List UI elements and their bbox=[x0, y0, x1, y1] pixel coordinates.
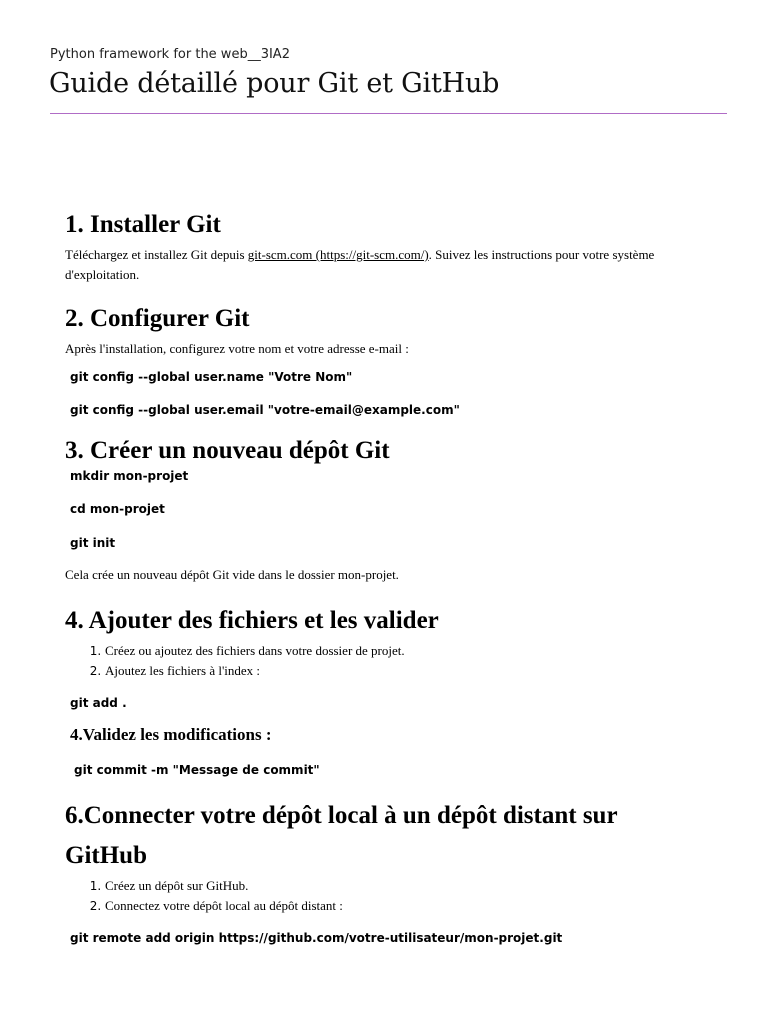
code-mkdir: mkdir mon-projet bbox=[70, 469, 189, 483]
section-heading-install: 1. Installer Git bbox=[65, 211, 221, 238]
section-heading-add-files: 4. Ajouter des fichiers et les valider bbox=[65, 607, 439, 634]
list-item: 1. Créez un dépôt sur GitHub. bbox=[105, 876, 705, 896]
create-repo-note: Cela crée un nouveau dépôt Git vide dans le dossier mon-projet. bbox=[65, 567, 399, 582]
code-git-remote-add: git remote add origin https://github.com/votre-utilisateur/mon-projet.git bbox=[70, 931, 563, 945]
install-paragraph bbox=[65, 245, 705, 285]
title-divider bbox=[50, 113, 727, 114]
document-title: Guide détaillé pour Git et GitHub bbox=[49, 68, 500, 99]
section-heading-configure: 2. Configurer Git bbox=[65, 305, 250, 332]
document-subtitle: Python framework for the web__3IA2 bbox=[50, 47, 290, 62]
code-config-name: git config --global user.name "Votre Nom" bbox=[70, 370, 353, 384]
code-git-add: git add . bbox=[70, 696, 127, 710]
code-config-email: git config --global user.email "votre-email@example.com" bbox=[70, 403, 460, 417]
install-text-after: . Suivez les instructions pour votre système d'exploitation. bbox=[65, 247, 655, 282]
add-files-steps bbox=[65, 641, 705, 681]
subheading-commit: 4.Validez les modifications : bbox=[70, 725, 272, 744]
list-item: 2. Ajoutez les fichiers à l'index : bbox=[105, 661, 705, 681]
git-scm-link[interactable]: git-scm.com (https://git-scm.com/) bbox=[247, 247, 429, 262]
connect-remote-steps bbox=[65, 876, 705, 916]
list-item: 2. Connectez votre dépôt local au dépôt distant : bbox=[105, 896, 705, 916]
list-item: 1. Créez ou ajoutez des fichiers dans votre dossier de projet. bbox=[105, 641, 705, 661]
code-cd: cd mon-projet bbox=[70, 502, 165, 516]
install-text-before: Téléchargez et installez Git depuis bbox=[65, 247, 248, 262]
configure-intro: Après l'installation, configurez votre nom et votre adresse e-mail : bbox=[65, 341, 409, 356]
document-body bbox=[65, 205, 705, 946]
code-git-init: git init bbox=[70, 536, 116, 550]
section-heading-connect-remote: 6.Connecter votre dépôt local à un dépôt distant sur GitHub bbox=[65, 802, 618, 869]
section-heading-create-repo: 3. Créer un nouveau dépôt Git bbox=[65, 437, 390, 464]
code-git-commit: git commit -m "Message de commit" bbox=[74, 763, 320, 777]
